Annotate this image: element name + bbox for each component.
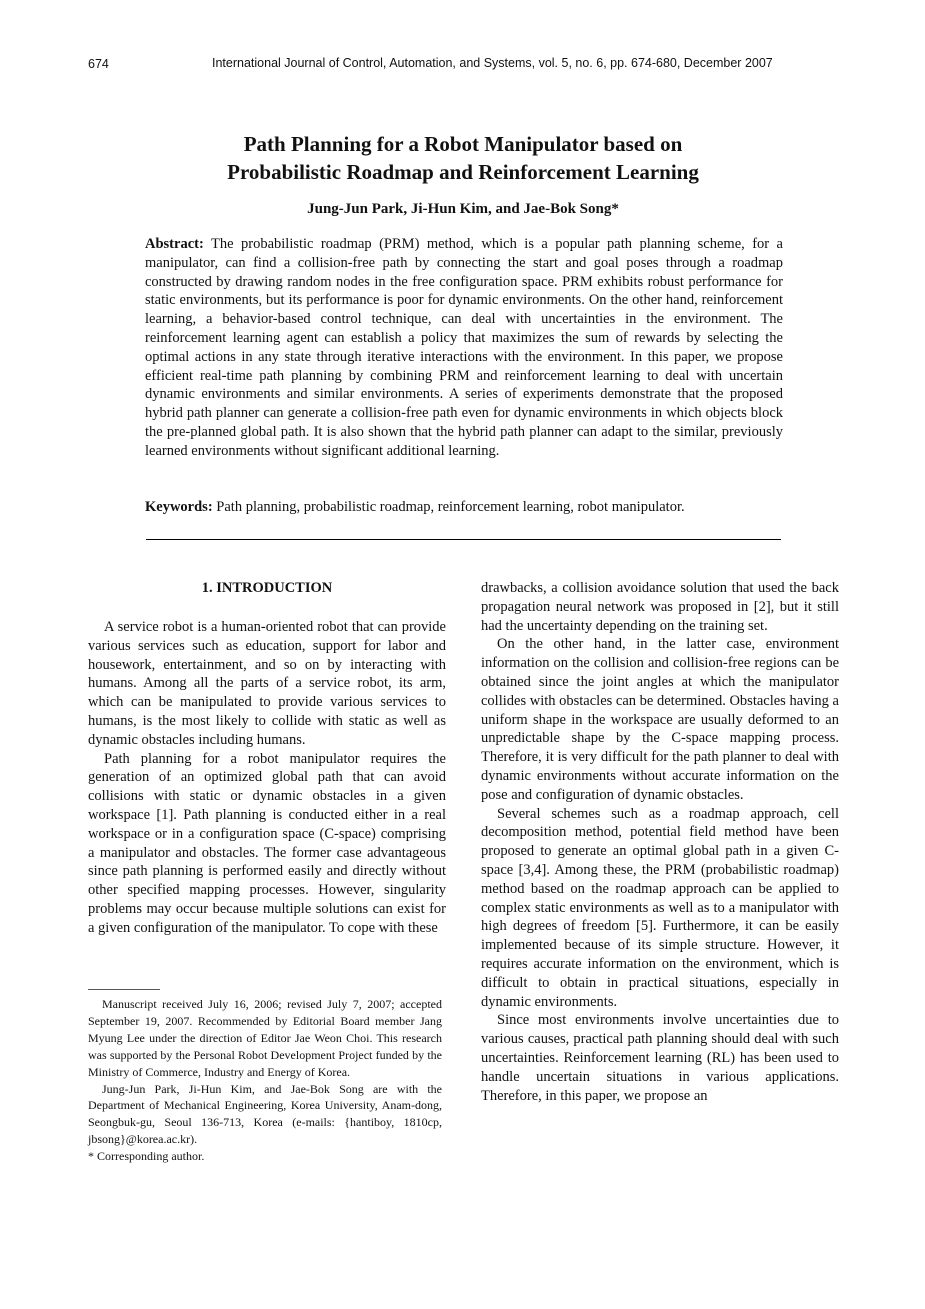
- footnote-affiliation: Jung-Jun Park, Ji-Hun Kim, and Jae-Bok Song are with the Department of Mechanical Engineering, Korea University, Anam-dong, Seongbuk-gu, Seoul 136-713, Korea (e-mails: {hantiboy, 1810cp, jbsong}@korea.ac.kr).: [88, 1081, 442, 1147]
- body-paragraph: A service robot is a human-oriented robot that can provide various services such as education, support for labor and housework, entertainment, and so on by interacting with humans. Among all the parts of a service robot, its arm, which can be manipulated to provide various services to humans, is the most likely to collide with static as well as dynamic obstacles including humans.: [88, 619, 446, 748]
- footnote-divider: [88, 989, 160, 990]
- footnote-corresponding: * Corresponding author.: [88, 1149, 205, 1164]
- abstract-divider: [146, 539, 781, 540]
- left-column: [88, 618, 446, 938]
- footnote-manuscript: Manuscript received July 16, 2006; revised July 7, 2007; accepted September 19, 2007. Recommended by Editorial Board member Jang Myung Lee under the direction of Editor Jae Weon Choi. This research was supported by the Personal Robot Development Project funded by the Ministry of Commerce, Industry and Energy of Korea.: [88, 997, 442, 1079]
- footnotes: [88, 996, 442, 1165]
- right-column: [481, 579, 839, 1105]
- paper-title: [88, 130, 838, 186]
- author-list: Jung-Jun Park, Ji-Hun Kim, and Jae-Bok Song*: [307, 201, 619, 217]
- abstract: [145, 235, 783, 461]
- keywords-text: Path planning, probabilistic roadmap, reinforcement learning, robot manipulator.: [216, 499, 685, 515]
- section-heading: 1. INTRODUCTION: [201, 580, 333, 596]
- abstract-text: The probabilistic roadmap (PRM) method, which is a popular path planning scheme, for a manipulator, can find a collision-free path by connecting the start and goal poses through a roadmap constructed by drawing random nodes in the free configuration space. PRM exhibits robust performance for static environments, but its performance is poor for dynamic environments. On the other hand, reinforcement learning, a behavior-based control technique, can deal with uncertainties in the environment. The reinforcement learning agent can establish a policy that maximizes the sum of rewards by selecting the optimal actions in any state through iterative interactions with the environment. In this paper, we propose efficient real-time path planning by combining PRM and reinforcement learning to deal with uncertain dynamic environments and similar environments. A series of experiments demonstrate that the proposed hybrid path planner can generate a collision-free path even for dynamic environments in which objects block the pre-planned global path. It is also shown that the hybrid path planner can adapt to the similar, previously learned environments without significant additional learning.: [145, 236, 783, 459]
- page-number: 674: [88, 57, 109, 71]
- abstract-label: Abstract:: [145, 236, 204, 252]
- body-paragraph: On the other hand, in the latter case, environment information on the collision and collision-free regions can be obtained since the joint angles at which the manipulator collides with obstacles can be determined. Obstacles having a uniform shape in the workspace are usually deformed to an unpredictable shape by the C-space mapping process. Therefore, it is very difficult for the path planner to deal with dynamic environments without accurate information on the pose and configuration of dynamic obstacles.: [481, 636, 839, 803]
- title-line-2: Probabilistic Roadmap and Reinforcement Learning: [227, 160, 699, 184]
- body-paragraph: Path planning for a robot manipulator requires the generation of an optimized global path that can avoid collisions with static or dynamic obstacles in a given workspace [1]. Path planning is conducted either in a real workspace or in a configuration space (C-space) comprising a manipulator and obstacles. The former case advantageous since path planning is performed easily and directly without other specified mapping processes. However, singularity problems may occur because multiple solutions can exist for a given configuration of the manipulator. To cope with these: [88, 750, 446, 936]
- journal-header: International Journal of Control, Automation, and Systems, vol. 5, no. 6, pp. 674-680, December 2007: [212, 56, 773, 70]
- body-paragraph: Since most environments involve uncertainties due to various causes, practical path planning should deal with such uncertainties. Reinforcement learning (RL) has been used to handle uncertain situations in various applications. Therefore, in this paper, we propose an: [481, 1012, 839, 1104]
- body-paragraph: drawbacks, a collision avoidance solution that used the back propagation neural network was proposed in [2], but it still had the uncertainty depending on the training set.: [481, 580, 839, 634]
- body-paragraph: Several schemes such as a roadmap approach, cell decomposition method, potential field method have been proposed to generate an optimal global path in a given C-space [3,4]. Among these, the PRM (probabilistic roadmap) method based on the roadmap approach can be applied to complex static environments as well as to a manipulator with high degrees of freedom [5]. Furthermore, it can be easily implemented because of its simple structure. However, it requires accurate information on the environment, which is difficult to obtain in practical situations, especially in dynamic environments.: [481, 805, 839, 1010]
- title-line-1: Path Planning for a Robot Manipulator based on: [243, 132, 683, 156]
- keywords: [145, 498, 783, 517]
- keywords-label: Keywords:: [145, 499, 213, 515]
